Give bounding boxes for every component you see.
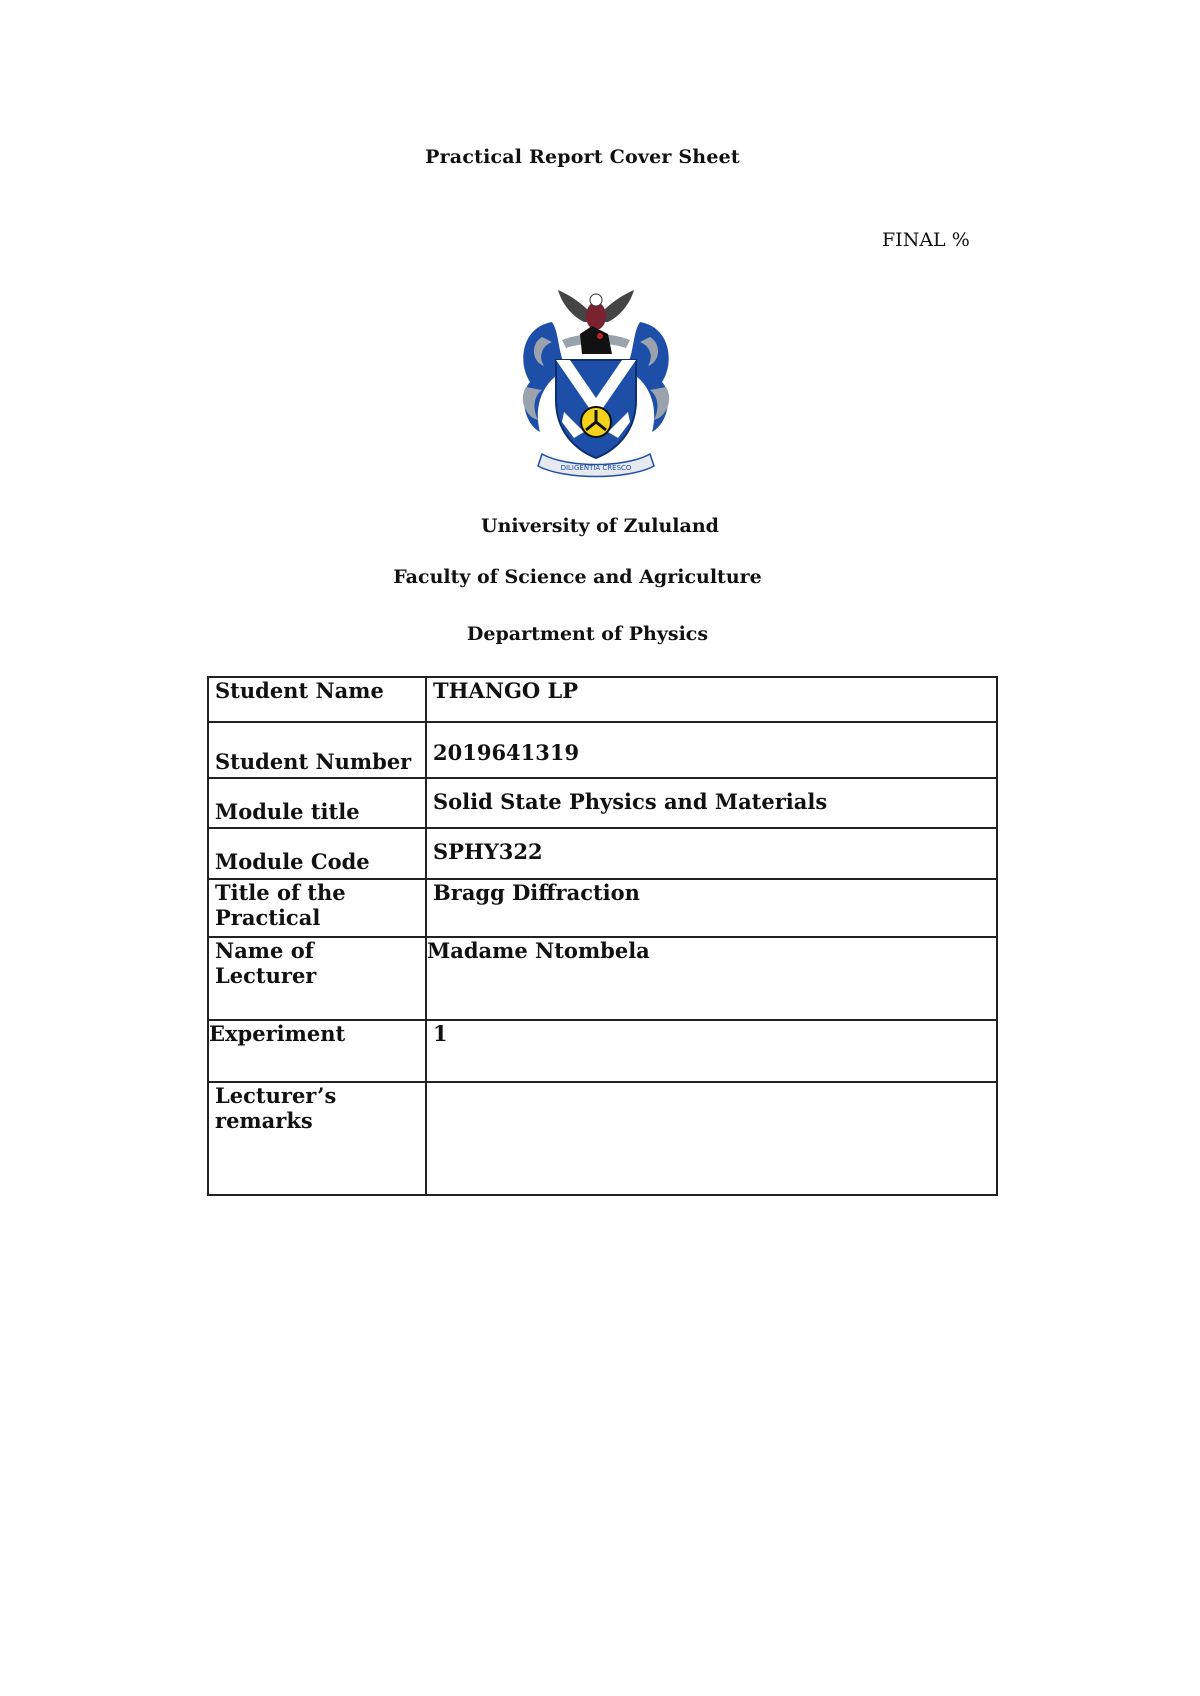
table-row <box>208 1020 997 1082</box>
student-name-value: THANGO LP <box>426 677 997 722</box>
lecturer-name-label: Name of Lecturer <box>208 937 426 1020</box>
practical-title-value: Bragg Diffraction <box>426 879 997 937</box>
cover-details-table <box>207 676 998 1196</box>
lecturer-remarks-label: Lecturer’s remarks <box>208 1082 426 1195</box>
motto-text: DILIGENTIA CRESCO <box>560 464 632 472</box>
table-row <box>208 1082 997 1195</box>
faculty-name: Faculty of Science and Agriculture <box>393 566 762 588</box>
helm <box>580 326 612 354</box>
student-name-label: Student Name <box>208 677 426 722</box>
experiment-label: Experiment <box>208 1020 426 1082</box>
student-number-value: 2019641319 <box>426 722 997 778</box>
table-row <box>208 828 997 879</box>
module-title-value: Solid State Physics and Materials <box>426 778 997 828</box>
module-title-label: Module title <box>208 778 426 828</box>
university-name: University of Zululand <box>481 515 719 537</box>
table-row <box>208 879 997 937</box>
lecturer-name-value: Madame Ntombela <box>426 937 997 1020</box>
university-crest-logo <box>512 282 680 487</box>
eagle-head <box>590 294 602 306</box>
table-row <box>208 778 997 828</box>
module-code-label: Module Code <box>208 828 426 879</box>
module-code-value: SPHY322 <box>426 828 997 879</box>
department-name: Department of Physics <box>466 623 709 645</box>
table-row <box>208 677 997 722</box>
page-title: Practical Report Cover Sheet <box>425 146 740 168</box>
table-row <box>208 722 997 778</box>
final-percent-label: FINAL % <box>882 229 970 251</box>
student-number-label: Student Number <box>208 722 426 778</box>
experiment-value: 1 <box>426 1020 997 1082</box>
lecturer-remarks-value[interactable] <box>426 1082 997 1195</box>
table-row <box>208 937 997 1020</box>
helm-accent <box>597 333 603 339</box>
practical-title-label: Title of the Practical <box>208 879 426 937</box>
